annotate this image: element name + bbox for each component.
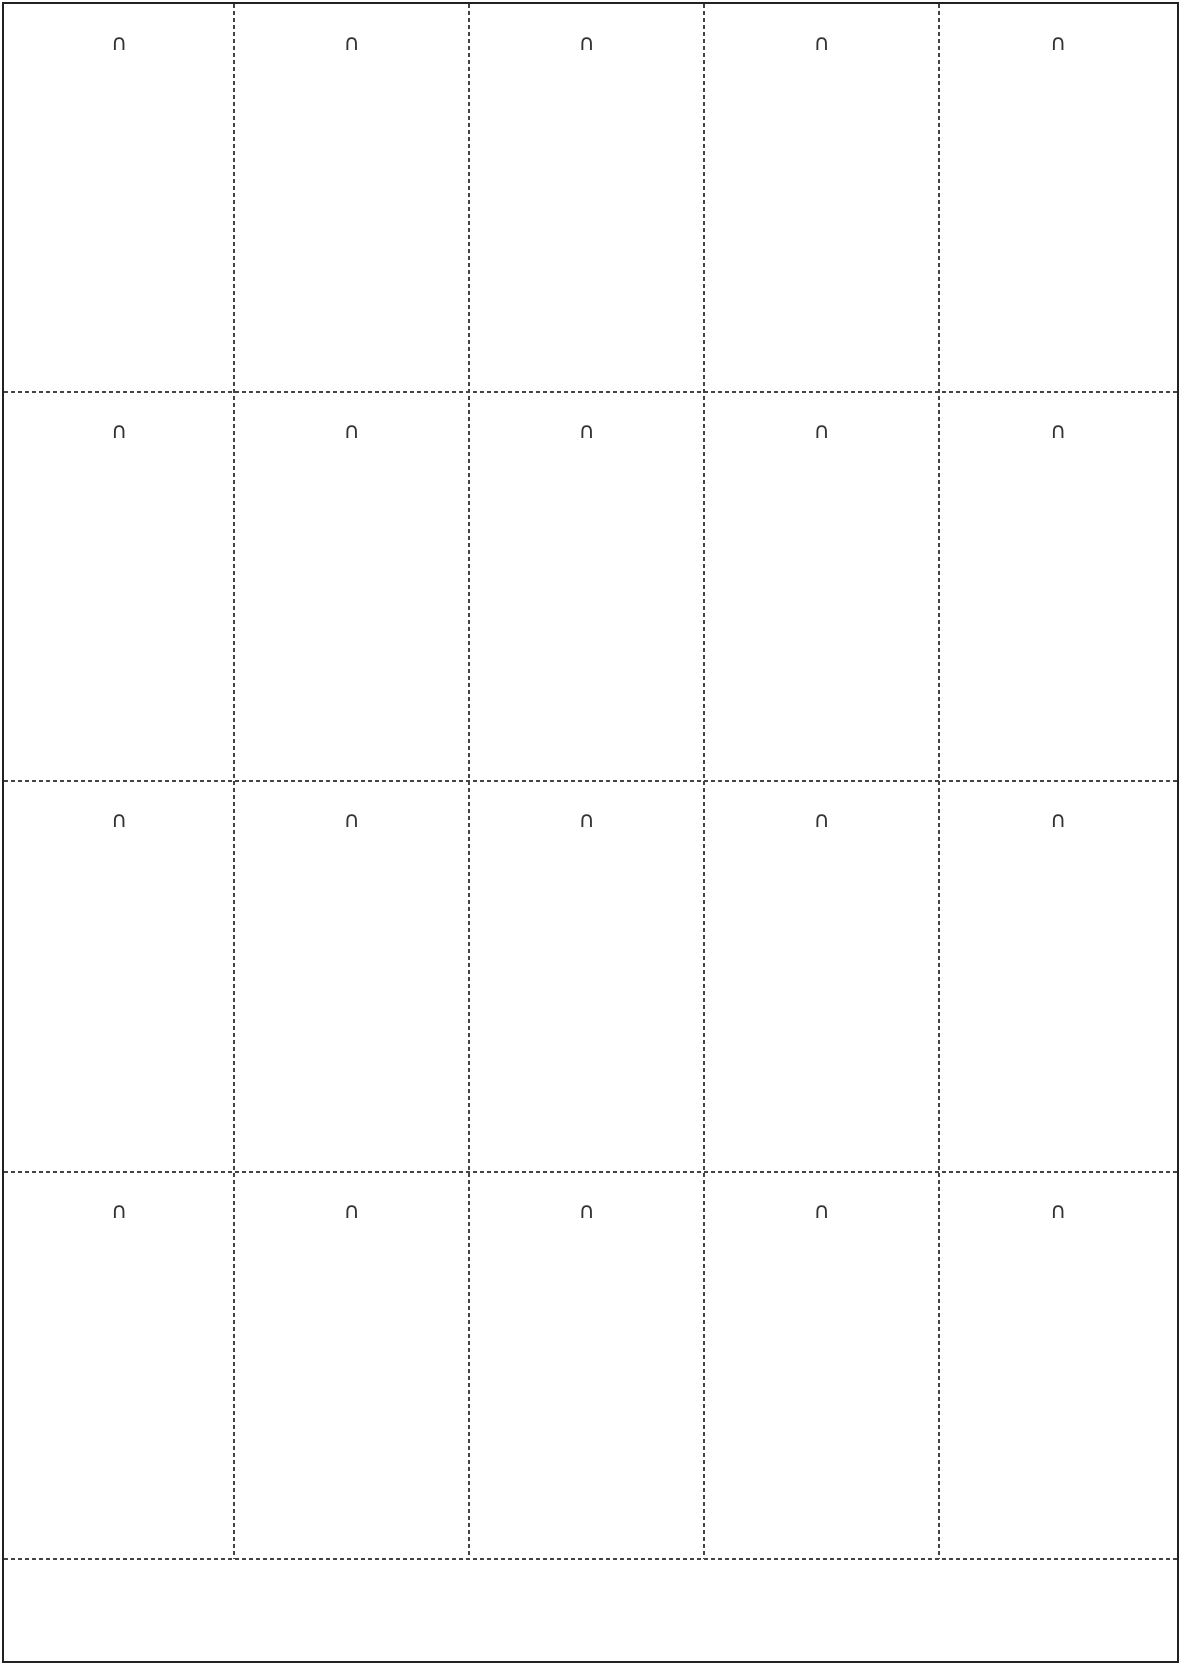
hang-hole-icon: ∩ (343, 31, 360, 56)
hang-hole-icon: ∩ (813, 808, 830, 833)
hang-hole-icon: ∩ (343, 1199, 360, 1224)
hang-hole-icon: ∩ (343, 808, 360, 833)
hang-hole-icon: ∩ (110, 31, 128, 56)
hang-hole-icon: ∩ (578, 419, 595, 444)
hang-hole-icon: ∩ (813, 1199, 830, 1224)
hang-hole-icon: ∩ (110, 1199, 128, 1224)
hang-hole-icon: ∩ (1049, 1199, 1067, 1224)
hang-hole-icon: ∩ (578, 1199, 595, 1224)
hang-hole-icon: ∩ (1049, 419, 1067, 444)
hang-hole-icon: ∩ (813, 31, 830, 56)
hang-hole-icon: ∩ (110, 808, 128, 833)
hang-hole-icon: ∩ (343, 419, 360, 444)
hang-hole-icon: ∩ (1049, 31, 1067, 56)
tag-sheet (2, 2, 1179, 1663)
hang-hole-icon: ∩ (1049, 808, 1067, 833)
tag-grid (4, 4, 1177, 1661)
hang-hole-icon: ∩ (578, 31, 595, 56)
hang-hole-icon: ∩ (110, 419, 128, 444)
hang-hole-icon: ∩ (813, 419, 830, 444)
hang-hole-icon: ∩ (578, 808, 595, 833)
